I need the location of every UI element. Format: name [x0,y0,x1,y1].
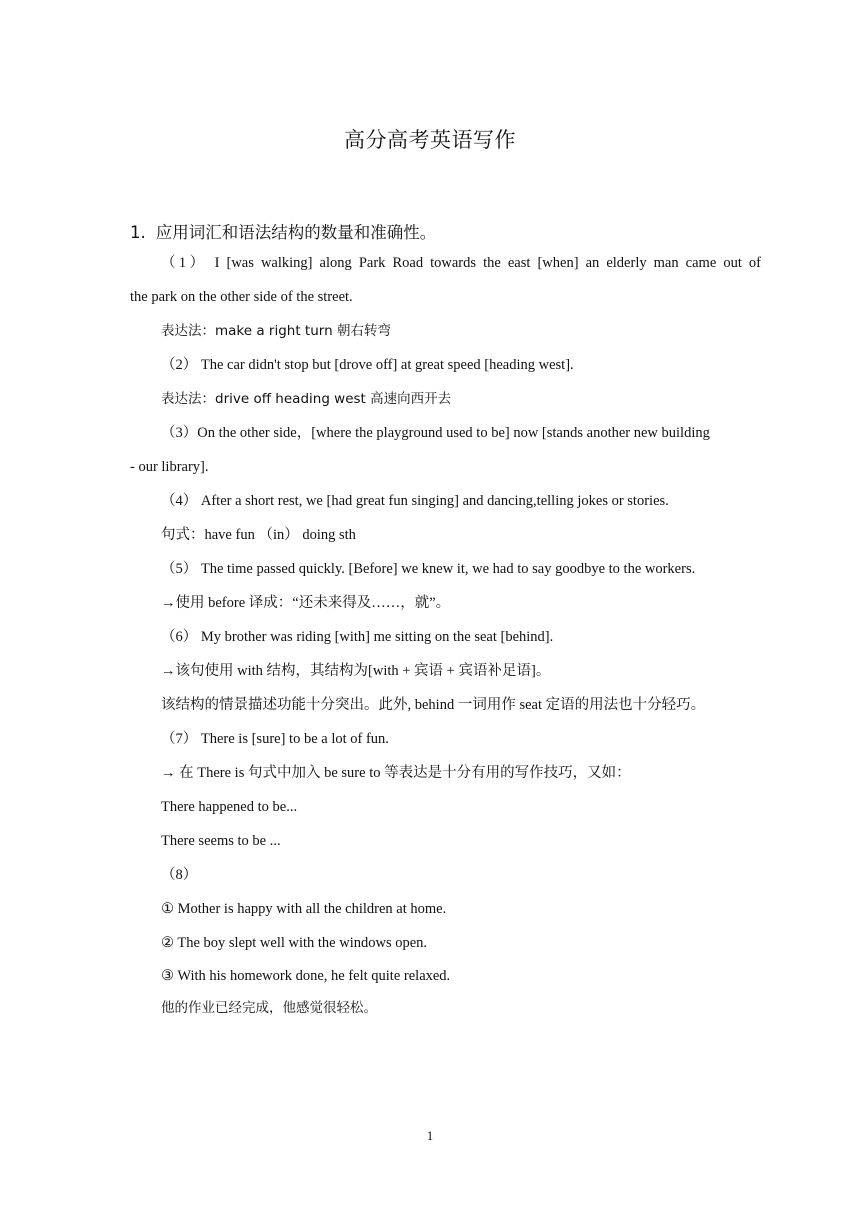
translation-8: 他的作业已经完成，他感觉很轻松。 [161,1000,377,1016]
section-number: 1. [130,223,146,242]
section-heading [130,219,436,243]
example-5: （5） The time passed quickly. [Before] we knew it, we had to say goodbye to the workers. [161,561,696,577]
example-7: （7） There is [sure] to be a lot of fun. [161,731,389,747]
example-3-line-2: - our library]. [130,459,209,475]
usage-note-6: 该结构的情景描述功能十分突出。此外, behind 一词用作 seat 定语的用法也十分轻巧。 [161,697,706,713]
expression-note-2: 表达法：drive off heading west 高速向西开去 [161,391,452,407]
translation-note-5: →使用 before 译成：“还未来得及……，就”。 [161,595,451,611]
technique-note-7: → 在 There is 句式中加入 be sure to 等表达是十分有用的写作技巧，又如： [161,765,631,781]
expression-note-1: 表达法：make a right turn 朝右转弯 [161,323,391,339]
example-8-item-3: ③ With his homework done, he felt quite relaxed. [161,968,451,984]
section-heading-text: 应用词汇和语法结构的数量和准确性。 [155,223,437,242]
example-1-line-1: （1） I [was walking] along Park Road towards the east [when] an elderly man came out of [161,255,761,271]
page-title: 高分高考英语写作 [344,128,516,152]
example-4: （4） After a short rest, we [had great fun singing] and dancing,telling jokes or stories. [161,493,669,509]
example-6: （6） My brother was riding [with] me sitting on the seat [behind]. [161,629,554,645]
page-number: 1 [426,1128,434,1143]
example-3-line-1: （3）On the other side，[where the playground used to be] now [stands another new building [161,425,710,441]
example-8-item-2: ② The boy slept well with the windows open. [161,935,428,951]
example-8-item-1: ① Mother is happy with all the children at home. [161,901,447,917]
example-1-line-2: the park on the other side of the street. [130,289,353,305]
structure-note-6: →该句使用 with 结构，其结构为[with + 宾语 + 宾语补足语]。 [161,663,551,679]
example-2: （2） The car didn't stop but [drove off] at great speed [heading west]. [161,357,574,373]
example-7-variant-1: There happened to be... [161,799,298,815]
example-7-variant-2: There seems to be ... [161,833,281,849]
example-8-label: （8） [161,867,198,883]
sentence-pattern-note: 句式：have fun （in） doing sth [161,527,356,543]
